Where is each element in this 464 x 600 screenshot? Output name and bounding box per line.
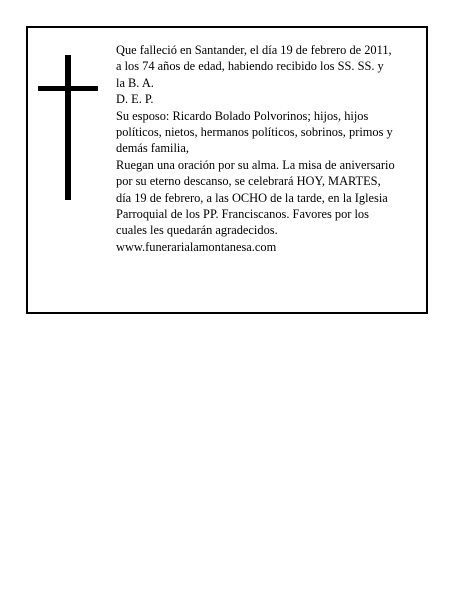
cross-icon — [38, 55, 98, 200]
cross-vertical-bar — [65, 55, 71, 200]
notice-line-sacraments: la B. A. — [116, 75, 154, 90]
notice-line-relatives: políticos, nietos, hermanos políticos, sobrinos, primos y — [116, 124, 393, 139]
notice-line-rip: D. E. P. — [116, 92, 154, 107]
notice-line-prayer: Ruegan una oración por su alma. La misa de aniversario — [116, 157, 395, 172]
cross-horizontal-bar — [38, 86, 98, 91]
notice-text — [116, 42, 426, 255]
notice-line-church: Parroquial de los PP. Franciscanos. Favores por los — [116, 206, 369, 221]
notice-line-thanks: cuales les quedarán agradecidos. — [116, 223, 278, 238]
notice-line-mass-day: por su eterno descanso, se celebrará HOY, MARTES, — [116, 174, 381, 189]
notice-line-age: a los 74 años de edad, habiendo recibido los SS. SS. y — [116, 59, 384, 74]
notice-line-family: demás familia, — [116, 141, 189, 156]
notice-line-spouse: Su esposo: Ricardo Bolado Polvorinos; hijos, hijos — [116, 108, 369, 123]
notice-website: www.funerarialamontanesa.com — [116, 239, 277, 254]
notice-line-death-date: Que falleció en Santander, el día 19 de febrero de 2011, — [116, 43, 392, 57]
notice-line-mass-time: día 19 de febrero, a las OCHO de la tarde, en la Iglesia — [116, 190, 388, 205]
obituary-notice — [26, 26, 428, 314]
